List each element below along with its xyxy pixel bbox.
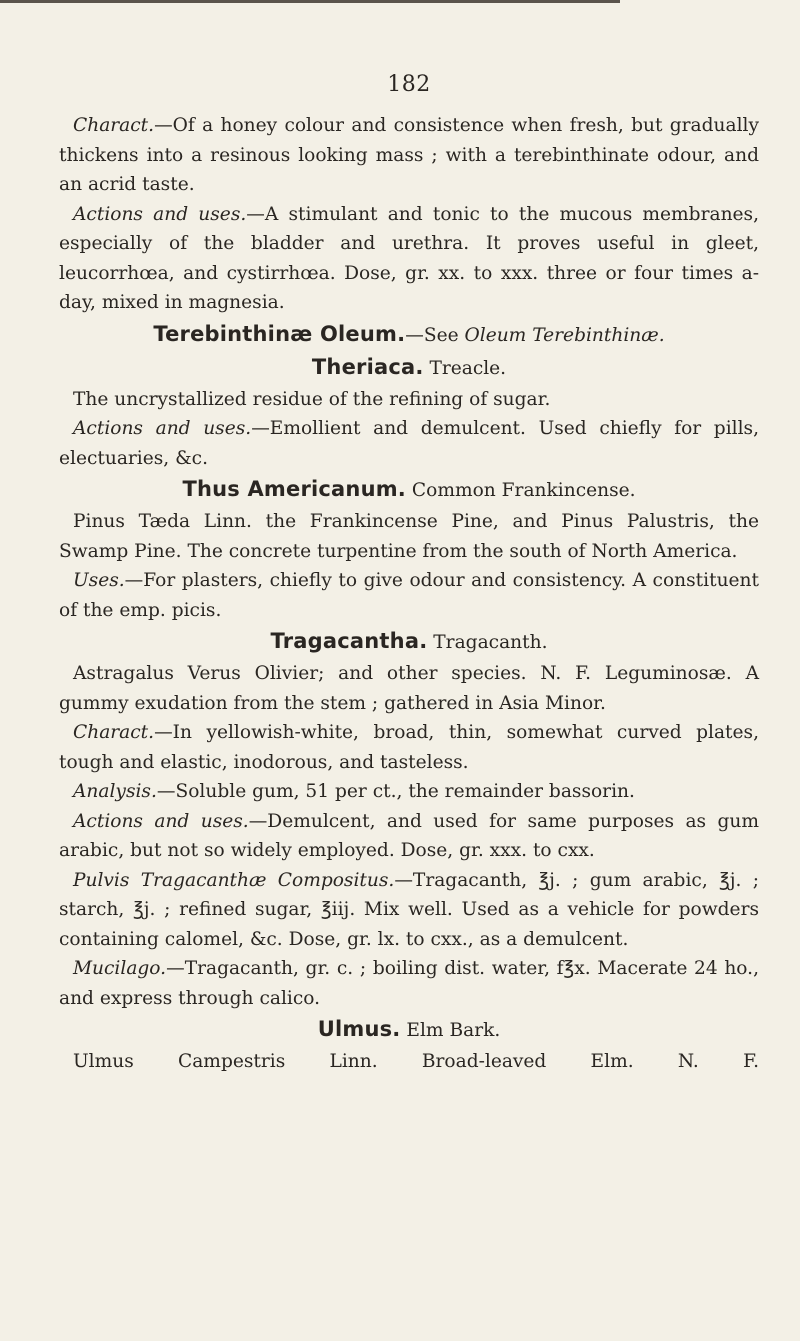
paragraph-text: —Demulcent, and used for same purposes as gum arabic, but not so widely employed. Dose, gr. xxx. to cxx.: [59, 810, 759, 861]
entry-heading-text: Common Frankincense.: [405, 480, 636, 501]
top-rule: [0, 0, 620, 3]
paragraph-lead: Actions and uses.: [73, 418, 252, 439]
paragraph: [59, 111, 759, 200]
paragraph: [59, 659, 759, 718]
paragraph-text: —Of a honey colour and consistence when fresh, but gradually thickens into a resinous looking mass ; with a terebinthinate odour, and an acrid taste.: [59, 115, 759, 195]
paragraph-lead: Uses.: [73, 570, 125, 591]
book-page: [59, 72, 759, 1077]
paragraph: [59, 200, 759, 318]
paragraph: [59, 566, 759, 625]
paragraph-text: The uncrystallized residue of the refining of sugar.: [73, 388, 551, 410]
paragraph: [59, 385, 759, 415]
paragraph-text: —Tragacanth, ℥j. ; gum arabic, ℥j. ; starch, ℥j. ; refined sugar, ℥iij. Mix well. Used as a vehicle for powders containing calomel, &c. Dose, gr. lx. to cxx., as a demulcent.: [59, 869, 760, 950]
entry-heading-name: Tragacantha.: [270, 629, 428, 653]
paragraph-text: —Tragacanth, gr. c. ; boiling dist. water, f℥x. Macerate 24 ho., and express through calico.: [59, 958, 759, 1009]
paragraph: [59, 954, 759, 1013]
entry-heading: [59, 1014, 759, 1046]
paragraph-lead: Analysis.: [73, 781, 157, 802]
entry-heading-text: Tragacanth.: [427, 632, 548, 653]
paragraph-text: —Emollient and demulcent. Used chiefly for pills, electuaries, &c.: [59, 418, 760, 469]
paragraph-text: —Soluble gum, 51 per ct., the remainder bassorin.: [156, 781, 635, 802]
entry-heading: [59, 319, 759, 351]
paragraph-lead: Pulvis Tragacanthæ Compositus.: [73, 869, 395, 891]
entry-heading-name: Ulmus.: [317, 1017, 401, 1041]
paragraph-text: Ulmus Campestris Linn. Broad-leaved Elm. N. F.: [73, 1051, 759, 1072]
paragraph-lead: Actions and uses.: [73, 810, 249, 832]
paragraph: [59, 718, 759, 777]
entry-heading-name: Thus Americanum.: [182, 477, 406, 501]
paragraph-text: Astragalus Verus Olivier; and other species. N. F. Leguminosæ. A gummy exudation from the stem ; gathered in Asia Minor.: [59, 663, 759, 714]
paragraph: [59, 807, 759, 866]
paragraph: [59, 1047, 759, 1077]
paragraph-text: —In yellowish-white, broad, thin, somewhat curved plates, tough and elastic, inodorous, and tasteless.: [59, 722, 759, 773]
paragraph: [59, 777, 759, 807]
entry-heading: [59, 352, 759, 384]
entry-heading: [59, 474, 759, 506]
paragraph-text: —A stimulant and tonic to the mucous membranes, especially of the bladder and urethra. It proves useful in gleet, leucorrhœa, and cystirrhœa. Dose, gr. xx. to xxx. three or four times a-day, mixed in magnesia.: [59, 203, 759, 313]
paragraph-lead: Charact.: [73, 115, 155, 136]
paragraph: [59, 414, 759, 473]
entry-heading-text: Elm Bark.: [400, 1020, 501, 1041]
paragraph: [59, 866, 759, 955]
paragraph-lead: Mucilago.: [73, 958, 167, 979]
paragraph: [59, 507, 759, 566]
entry-heading-text: —See: [405, 324, 465, 346]
page-number: 182: [387, 72, 431, 97]
paragraph-text: Pinus Tæda Linn. the Frankincense Pine, and Pinus Palustris, the Swamp Pine. The concrete turpentine from the south of North America.: [59, 511, 759, 562]
entry-heading-text: Treacle.: [423, 357, 507, 379]
entry-heading-reference: Oleum Terebinthinæ.: [464, 324, 665, 346]
paragraph-lead: Actions and uses.: [73, 203, 247, 225]
paragraph-text: —For plasters, chiefly to give odour and consistency. A constituent of the emp. picis.: [59, 570, 759, 621]
page-body: [59, 111, 759, 1077]
entry-heading: [59, 626, 759, 658]
entry-heading-name: Theriaca.: [311, 354, 424, 379]
paragraph-lead: Charact.: [73, 722, 155, 743]
entry-heading-name: Terebinthinæ Oleum.: [153, 321, 406, 346]
